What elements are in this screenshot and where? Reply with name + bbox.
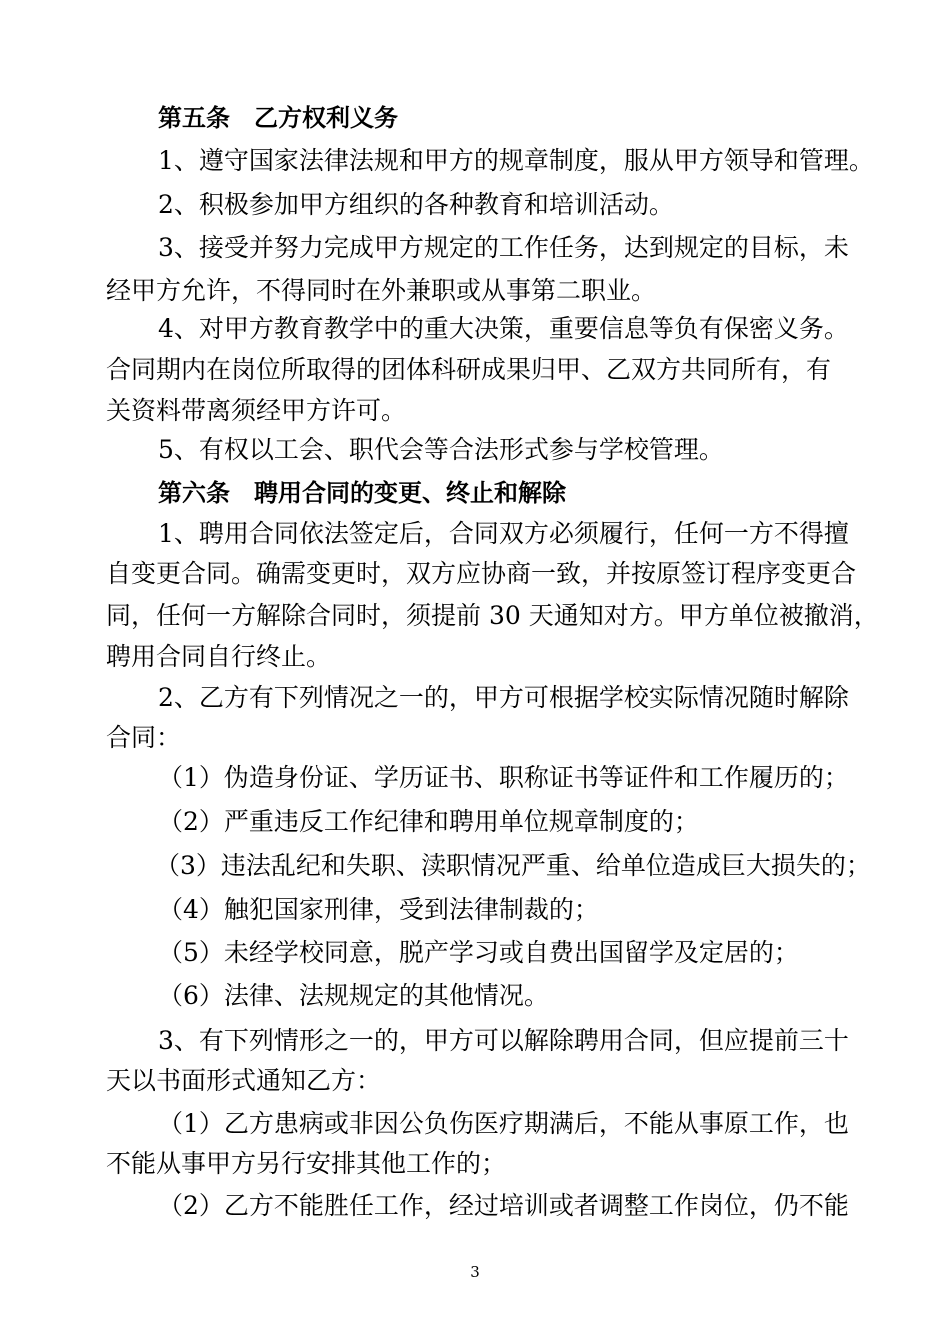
section-6-item-2-sub-3: （3）违法乱纪和失职、渎职情况严重、给单位造成巨大损失的； [155, 851, 871, 880]
section-6-item-2-line-2: 合同： [106, 723, 182, 752]
section-6-item-2-line-1: 2、乙方有下列情况之一的，甲方可根据学校实际情况随时解除 [158, 683, 849, 712]
section-6-heading: 第六条 聘用合同的变更、终止和解除 [158, 479, 566, 507]
section-6-item-2-sub-1: （1）伪造身份证、学历证书、职称证书等证件和工作履历的； [158, 763, 849, 792]
section-5-item-4-line-3: 关资料带离须经甲方许可。 [106, 396, 407, 425]
section-5-item-4-line-1: 4、对甲方教育教学中的重大决策，重要信息等负有保密义务。 [158, 314, 849, 343]
section-5-heading: 第五条 乙方权利义务 [158, 104, 398, 132]
section-6-item-2-sub-5: （5）未经学校同意，脱产学习或自费出国留学及定居的； [158, 938, 799, 967]
section-6-item-3-sub-1-line-1: （1）乙方患病或非因公负伤医疗期满后，不能从事原工作，也 [158, 1109, 849, 1138]
section-6-item-3-sub-2-line-1: （2）乙方不能胜任工作，经过培训或者调整工作岗位，仍不能 [158, 1191, 849, 1220]
section-6-item-1-line-1: 1、聘用合同依法签定后，合同双方必须履行，任何一方不得擅 [158, 519, 849, 548]
section-5-item-3-line-2: 经甲方允许，不得同时在外兼职或从事第二职业。 [106, 276, 657, 305]
section-6-item-2-sub-6: （6）法律、法规规定的其他情况。 [158, 981, 549, 1010]
section-6-item-2-sub-2: （2）严重违反工作纪律和聘用单位规章制度的； [158, 807, 699, 836]
section-6-item-1-line-4: 聘用合同自行终止。 [106, 642, 332, 671]
section-6-item-1-line-2: 自变更合同。确需变更时，双方应协商一致，并按原签订程序变更合 [106, 559, 857, 588]
section-6-item-3-sub-1-line-2: 不能从事甲方另行安排其他工作的； [106, 1149, 507, 1178]
section-5-item-4-line-2: 合同期内在岗位所取得的团体科研成果归甲、乙双方共同所有，有 [106, 355, 832, 384]
section-6-item-2-sub-4: （4）触犯国家刑律，受到法律制裁的； [158, 895, 599, 924]
section-5-item-5: 5、有权以工会、职代会等合法形式参与学校管理。 [158, 435, 724, 464]
section-5-item-1: 1、遵守国家法律法规和甲方的规章制度，服从甲方领导和管理。 [158, 146, 874, 175]
page-number: 3 [470, 1263, 480, 1281]
section-6-item-3-line-1: 3、有下列情形之一的，甲方可以解除聘用合同，但应提前三十 [158, 1026, 849, 1055]
section-6-item-3-line-2: 天以书面形式通知乙方： [106, 1066, 382, 1095]
section-5-item-2: 2、积极参加甲方组织的各种教育和培训活动。 [158, 190, 674, 219]
section-6-item-1-line-3: 同，任何一方解除合同时，须提前 30 天通知对方。甲方单位被撤消， [106, 601, 879, 630]
section-5-item-3-line-1: 3、接受并努力完成甲方规定的工作任务，达到规定的目标，未 [158, 233, 849, 262]
